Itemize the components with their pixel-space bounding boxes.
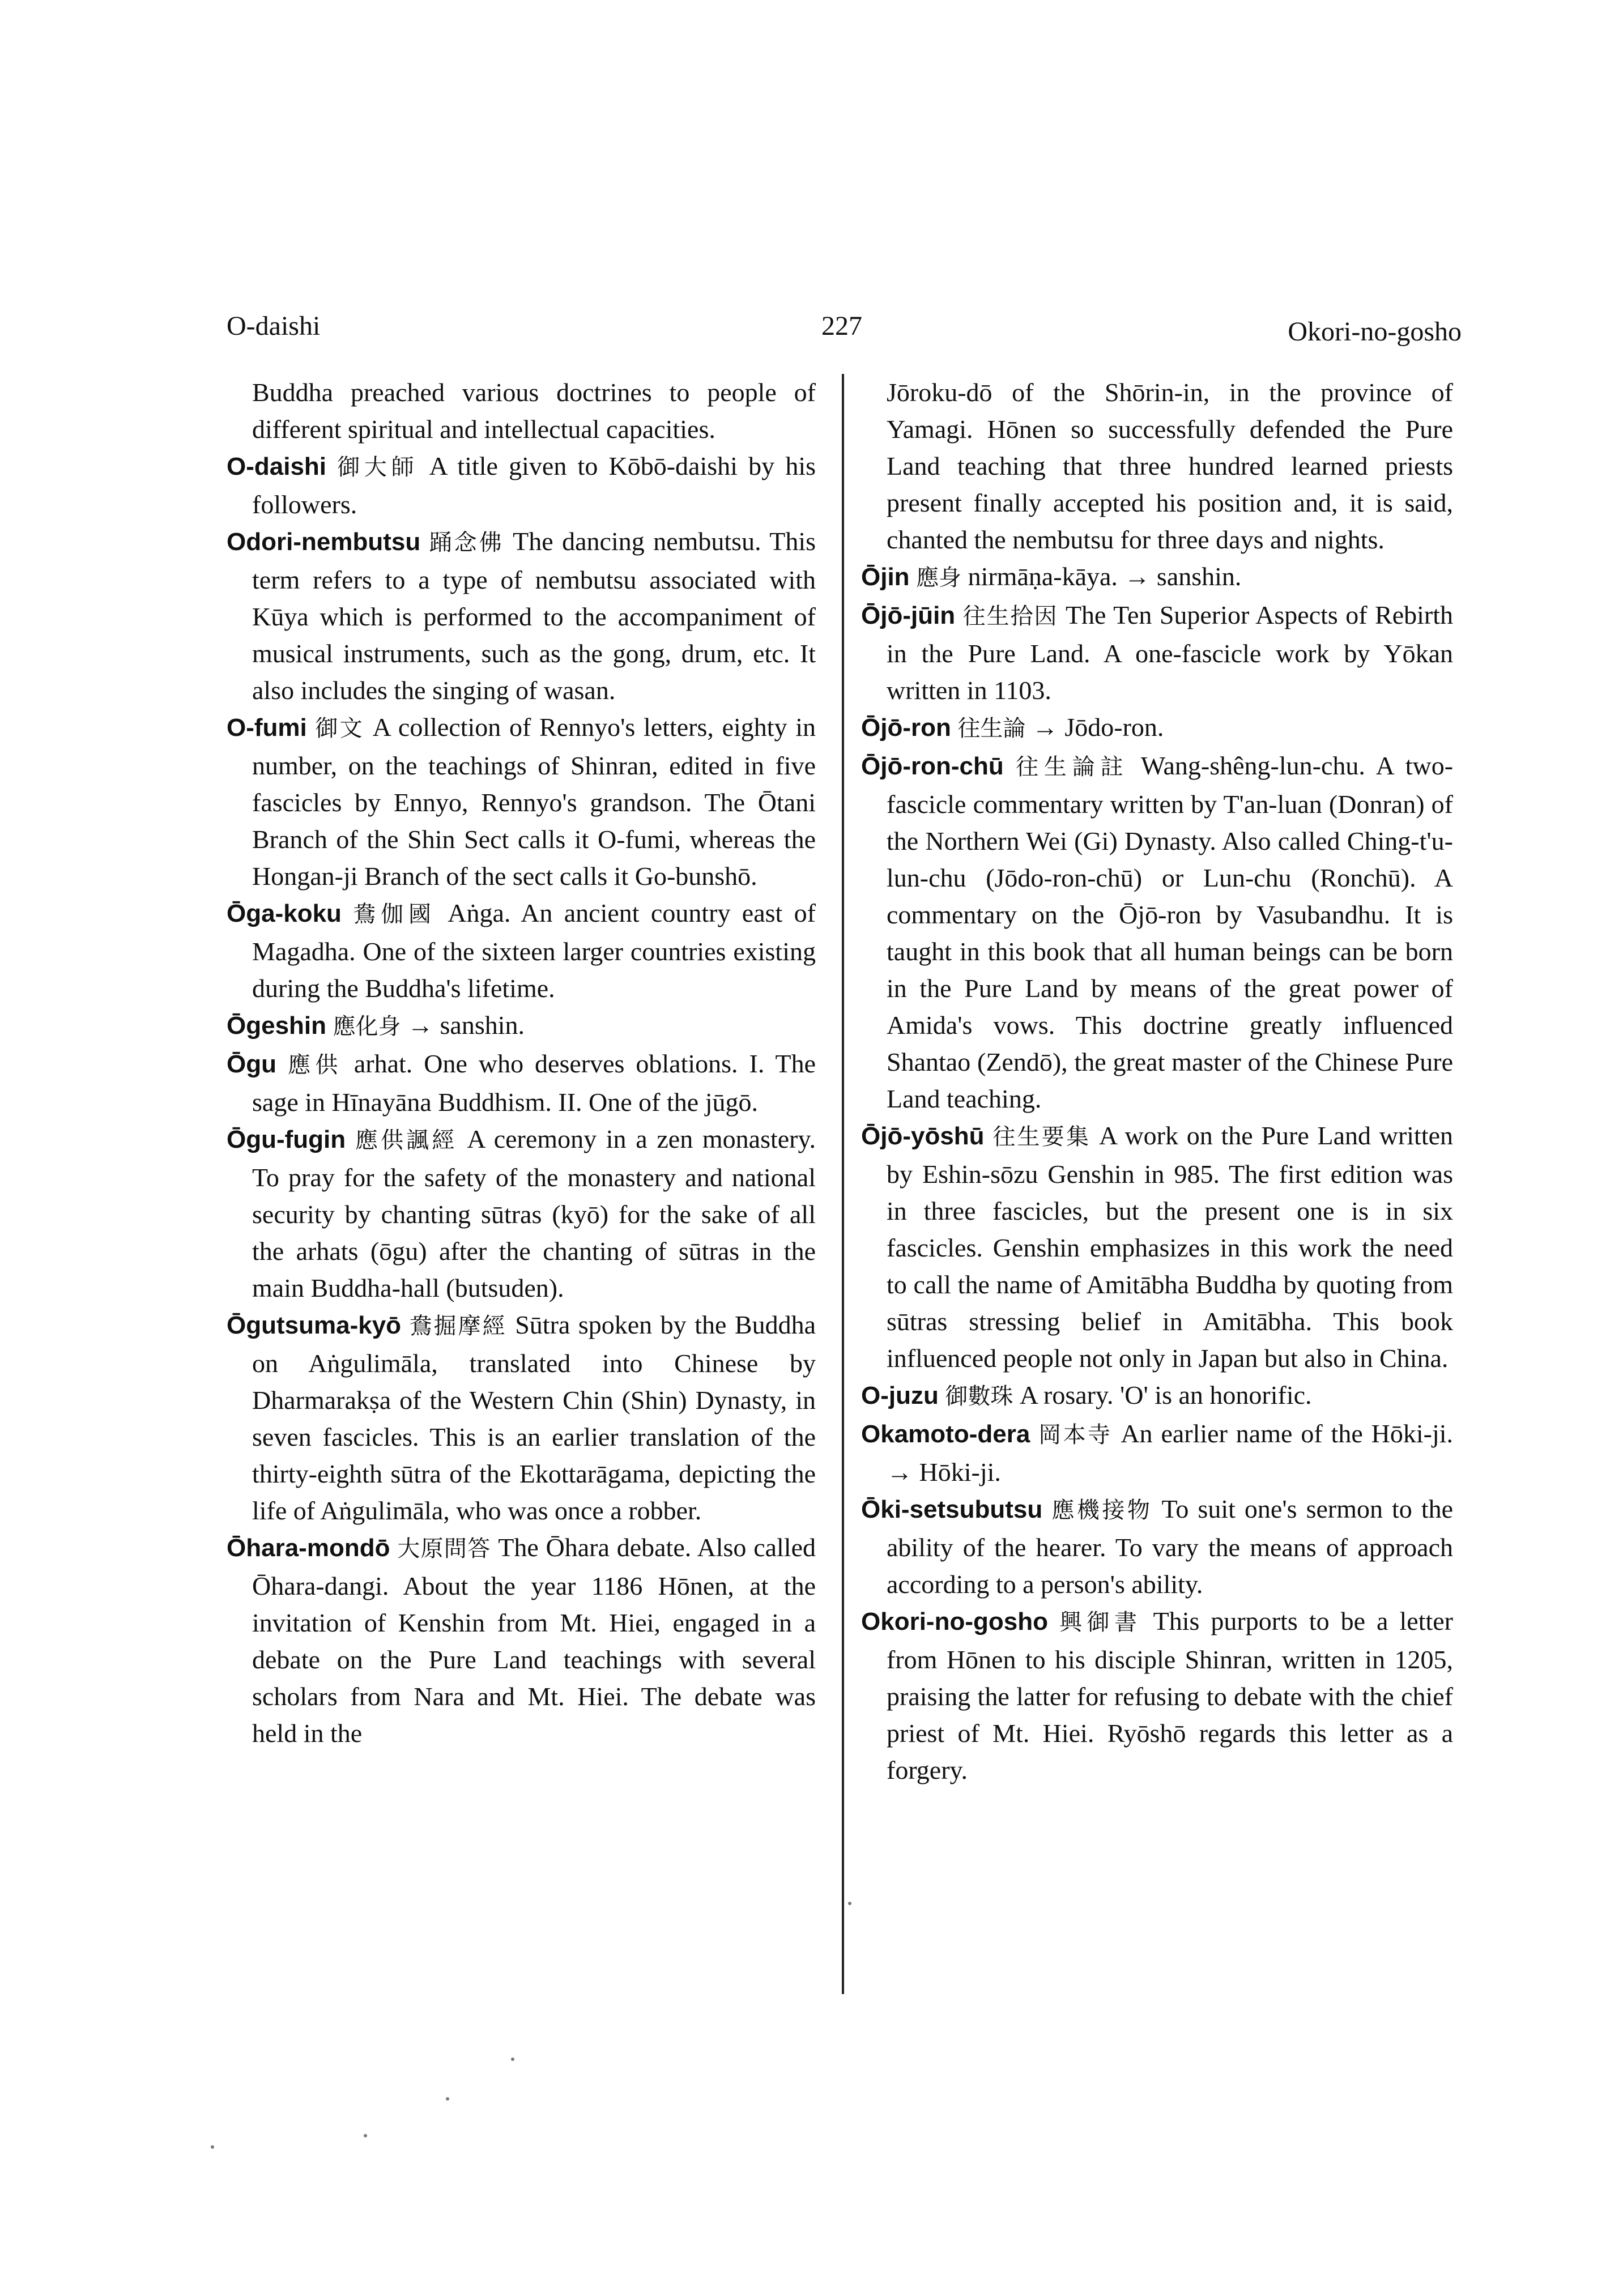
entry-body: This purports to be a letter from Hōnen to his disciple Shinran, written in 1205, praising the latter for refusing to debate with the chief priest of Mt. Hiei. Ryōshō regards this letter as a forgery.	[887, 1607, 1453, 1784]
entry-kanji: 往生要集	[992, 1124, 1091, 1150]
entry-headword: Ōjō-yōshū	[861, 1122, 985, 1150]
speck	[848, 1902, 851, 1905]
entry-headword: Ōgutsuma-kyō	[227, 1311, 402, 1339]
entry-headword: Odori-nembutsu	[227, 528, 421, 556]
entry-headword: Ōjō-ron-chū	[861, 752, 1004, 780]
entry-body: Buddha preached various doctrines to people of different spiritual and intellectual capacities.	[252, 378, 816, 444]
entry-headword: Ōki-setsubutsu	[861, 1496, 1043, 1523]
entry-kanji: 應身	[916, 565, 962, 591]
entry-headword: Ōgeshin	[227, 1012, 327, 1040]
entry-body: To suit one's sermon to the ability of the hearer. To vary the means of approach according to a person's ability.	[887, 1494, 1454, 1599]
entry-kanji: 御數珠	[945, 1383, 1013, 1409]
entry-body: → Jōdo-ron.	[1032, 713, 1164, 742]
entry-kanji: 大原問答	[397, 1536, 491, 1562]
entry-body: An earlier name of the Hōki-ji. → Hōki-ji.	[887, 1419, 1454, 1486]
entry-body: The Ten Superior Aspects of Rebirth in the Pure Land. A one-fascicle work by Yōkan written in 1103.	[887, 600, 1454, 705]
entry-body: The Ōhara debate. Also called Ōhara-dangi. About the year 1186 Hōnen, at the invitation of Kenshin from Mt. Hiei, engaged in a debate on the Pure Land teachings with several scholars from Nara and Mt. Hiei. The debate was held in the	[252, 1533, 816, 1748]
entry-body: Sūtra spoken by the Buddha on Aṅgulimāla, translated into Chinese by Dharmarakṣa of the Western Chin (Shin) Dynasty, in seven fascicles. This is an earlier translation of the thirty-eighth sūtra of the Ekottarāgama, depicting the life of Aṅgulimāla, who was once a robber.	[252, 1310, 816, 1525]
entry-body: arhat. One who deserves oblations. I. The sage in Hīnayāna Buddhism. II. One of the jūgō.	[252, 1049, 816, 1117]
entry-headword: Okori-no-gosho	[861, 1608, 1048, 1635]
entry-kanji: 往生論	[957, 715, 1026, 742]
entry-kanji: 應化身	[333, 1013, 401, 1040]
entry-body: → sanshin.	[407, 1011, 525, 1040]
entry-body: A collection of Rennyo's letters, eighty in number, on the teachings of Shinran, edited in five fascicles by Ennyo, Rennyo's grandson. The Ōtani Branch of the Shin Sect calls it O-fumi, whereas the Hongan-ji Branch of the sect calls it Go-bunshō.	[252, 713, 816, 891]
entry-headword: O-juzu	[861, 1382, 939, 1409]
entry-headword: Ōhara-mondō	[227, 1534, 390, 1562]
entry-kanji: 應機接物	[1051, 1497, 1153, 1523]
entry-headword: O-daishi	[227, 453, 327, 480]
entry-kanji: 鴦掘摩經	[409, 1313, 507, 1339]
entry-kanji: 興御書	[1059, 1609, 1142, 1635]
entry-headword: Ōga-koku	[227, 900, 342, 927]
entry-kanji: 御文	[315, 715, 364, 742]
entry-headword: Ōgu-fugin	[227, 1126, 346, 1153]
header-right-guide-word: Okori-no-gosho	[1288, 317, 1462, 347]
speck	[364, 2134, 367, 2137]
speck	[211, 2145, 214, 2149]
entry-headword: O-fumi	[227, 714, 307, 742]
entry-kanji: 往生拾因	[962, 603, 1058, 629]
speck	[511, 2058, 514, 2061]
entry-body: A rosary. 'O' is an honorific.	[1019, 1381, 1312, 1409]
entry-body: The dancing nembutsu. This term refers to a type of nembutsu associated with Kūya which is performed to the accompaniment of musical instruments, such as the gong, drum, etc. It also includes the singing of wasan.	[252, 527, 816, 705]
entry-body: Jōroku-dō of the Shōrin-in, in the province of Yamagi. Hōnen so successfully defended the Pure Land teaching that three hundred learned priests present finally accepted his position and, it is said, chanted the nembutsu for three days and nights.	[887, 378, 1453, 554]
entry-kanji: 往生論註	[1016, 754, 1129, 780]
entry-kanji: 應供諷經	[355, 1127, 458, 1153]
entry-headword: Ōjō-ron	[861, 714, 951, 742]
page-number: 227	[821, 311, 862, 341]
entry-headword: Ōjin	[861, 563, 910, 591]
header-left-guide-word: O-daishi	[227, 311, 321, 341]
entry-body: Wang-shêng-lun-chu. A two-fascicle commentary written by T'an-luan (Donran) of the Northern Wei (Gi) Dynasty. Also called Ching-t'u-lun-chu (Jōdo-ron-chū) or Lun-chu (Ronchū). A commentary on the Ōjō-ron by Vasubandhu. It is taught in this book that all human beings can be born in the Pure Land by means of the great power of Amida's vows. This doctrine greatly influenced Shantao (Zendō), the great master of the Chinese Pure Land teaching.	[887, 751, 1454, 1113]
entry-body: Aṅga. An ancient country east of Magadha. One of the sixteen larger countries existing during the Buddha's lifetime.	[252, 898, 816, 1003]
entry-kanji: 岡本寺	[1038, 1422, 1113, 1448]
entry-headword: Okamoto-dera	[861, 1420, 1030, 1448]
entry-body: A ceremony in a zen monastery. To pray for the safety of the monastery and national security by chanting sūtras (kyō) for the sake of all the arhats (ōgu) after the chanting of sūtras in the main Buddha-hall (butsuden).	[252, 1124, 816, 1302]
speck	[446, 2097, 449, 2101]
entry-body: nirmāṇa-kāya. → sanshin.	[968, 562, 1242, 591]
entry-kanji: 踊念佛	[429, 530, 504, 556]
entry-kanji: 應供	[287, 1052, 343, 1078]
entry-kanji: 鴦伽國	[353, 901, 436, 927]
entry-headword: Ōgu	[227, 1050, 276, 1078]
entry-body: A work on the Pure Land written by Eshin-sōzu Genshin in 985. The first edition was in three fascicles, but the present one is in six fascicles. Genshin emphasizes in this work the need to call the name of Amitābha Buddha by quoting from sūtras stressing belief in Amitābha. This book influenced people not only in Japan but also in China.	[887, 1121, 1454, 1373]
entry-headword: Ōjō-jūin	[861, 602, 956, 629]
entry-kanji: 御大師	[337, 454, 419, 480]
entry-body: A title given to Kōbō-daishi by his followers.	[252, 451, 816, 519]
